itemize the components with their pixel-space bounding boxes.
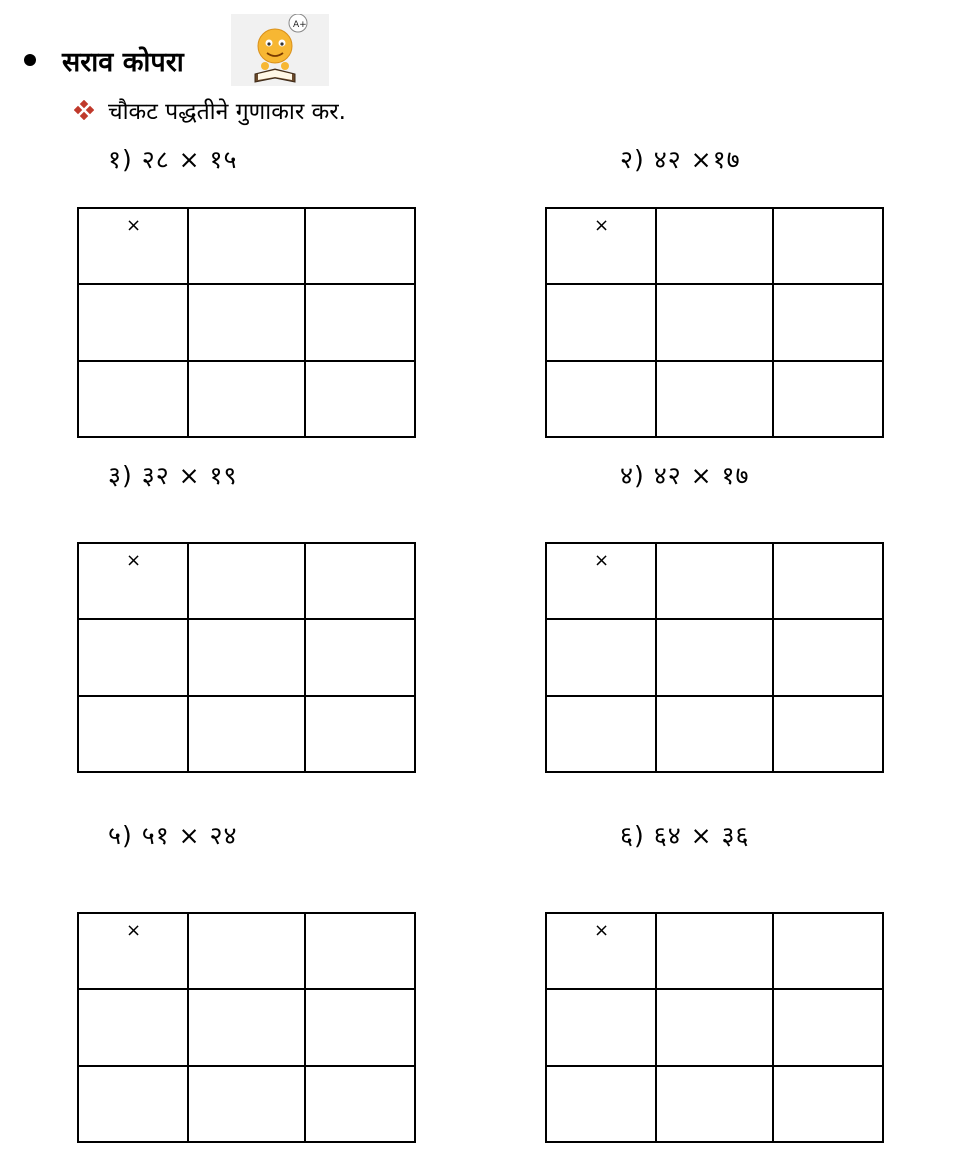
- problem-4-label: ४) ४२ × १७: [620, 461, 750, 490]
- diamond-icon: [74, 100, 94, 120]
- grid-cell[interactable]: [78, 543, 188, 619]
- grid-cell[interactable]: [188, 361, 305, 437]
- problem-2-grid: [545, 207, 884, 438]
- grid-cell[interactable]: [188, 284, 305, 360]
- problem-4-grid: [545, 542, 884, 773]
- grid-cell[interactable]: [773, 989, 883, 1065]
- grid-cell[interactable]: [656, 619, 773, 695]
- grid-cell[interactable]: [78, 913, 188, 989]
- grid-cell[interactable]: [773, 361, 883, 437]
- problem-1-label: १) २८ × १५: [108, 145, 238, 174]
- grid-cell[interactable]: [305, 913, 415, 989]
- grid-cell[interactable]: [546, 989, 656, 1065]
- times-mark: ×: [126, 920, 142, 941]
- grid-cell[interactable]: [188, 696, 305, 772]
- grid-cell[interactable]: [305, 361, 415, 437]
- emoji-reading-book-icon: [231, 14, 329, 86]
- grid-cell[interactable]: [773, 696, 883, 772]
- section-heading: [24, 38, 184, 82]
- grid-cell[interactable]: [305, 619, 415, 695]
- grid-cell[interactable]: [78, 208, 188, 284]
- grid-cell[interactable]: [188, 1066, 305, 1142]
- grid-cell[interactable]: [305, 696, 415, 772]
- times-mark: ×: [594, 920, 610, 941]
- grid-cell[interactable]: [546, 619, 656, 695]
- grid-cell[interactable]: [305, 989, 415, 1065]
- grid-cell[interactable]: [78, 696, 188, 772]
- grid-cell[interactable]: [188, 989, 305, 1065]
- problem-2-label: २) ४२ ×१७: [620, 145, 741, 174]
- grid-cell[interactable]: [546, 696, 656, 772]
- times-mark: ×: [126, 215, 142, 236]
- grid-cell[interactable]: [305, 543, 415, 619]
- problem-6-label: ६) ६४ × ३६: [620, 821, 750, 850]
- problem-3-label: ३) ३२ × १९: [108, 461, 238, 490]
- instruction-line: [74, 93, 346, 127]
- grid-cell[interactable]: [656, 913, 773, 989]
- grid-cell[interactable]: [546, 913, 656, 989]
- grid-cell[interactable]: [656, 361, 773, 437]
- grid-cell[interactable]: [546, 284, 656, 360]
- grid-cell[interactable]: [546, 208, 656, 284]
- problem-5-grid: [77, 912, 416, 1143]
- bullet-icon: [24, 54, 36, 66]
- instruction-text: चौकट पद्धतीने गुणाकार कर.: [108, 99, 346, 125]
- grid-cell[interactable]: [546, 361, 656, 437]
- grid-cell[interactable]: [656, 208, 773, 284]
- grid-cell[interactable]: [78, 619, 188, 695]
- times-mark: ×: [594, 215, 610, 236]
- grid-cell[interactable]: [78, 1066, 188, 1142]
- svg-text:A+: A+: [293, 20, 307, 30]
- grid-cell[interactable]: [773, 913, 883, 989]
- grid-cell[interactable]: [305, 208, 415, 284]
- problem-5-label: ५) ५१ × २४: [108, 821, 238, 850]
- grid-cell[interactable]: [78, 361, 188, 437]
- times-mark: ×: [594, 550, 610, 571]
- grid-cell[interactable]: [656, 284, 773, 360]
- grid-cell[interactable]: [773, 284, 883, 360]
- grid-cell[interactable]: [773, 208, 883, 284]
- problem-3-grid: [77, 542, 416, 773]
- grid-cell[interactable]: [656, 989, 773, 1065]
- problem-6-grid: [545, 912, 884, 1143]
- times-mark: ×: [126, 550, 142, 571]
- grid-cell[interactable]: [656, 1066, 773, 1142]
- grid-cell[interactable]: [656, 543, 773, 619]
- grid-cell[interactable]: [546, 543, 656, 619]
- heading-title: सराव कोपरा: [62, 46, 184, 78]
- grid-cell[interactable]: [546, 1066, 656, 1142]
- grid-cell[interactable]: [773, 1066, 883, 1142]
- grid-cell[interactable]: [188, 543, 305, 619]
- grid-cell[interactable]: [656, 696, 773, 772]
- grid-cell[interactable]: [305, 284, 415, 360]
- grid-cell[interactable]: [773, 619, 883, 695]
- grid-cell[interactable]: [188, 619, 305, 695]
- grid-cell[interactable]: [773, 543, 883, 619]
- grid-cell[interactable]: [78, 989, 188, 1065]
- problem-1-grid: [77, 207, 416, 438]
- grid-cell[interactable]: [78, 284, 188, 360]
- grid-cell[interactable]: [305, 1066, 415, 1142]
- grid-cell[interactable]: [188, 208, 305, 284]
- grid-cell[interactable]: [188, 913, 305, 989]
